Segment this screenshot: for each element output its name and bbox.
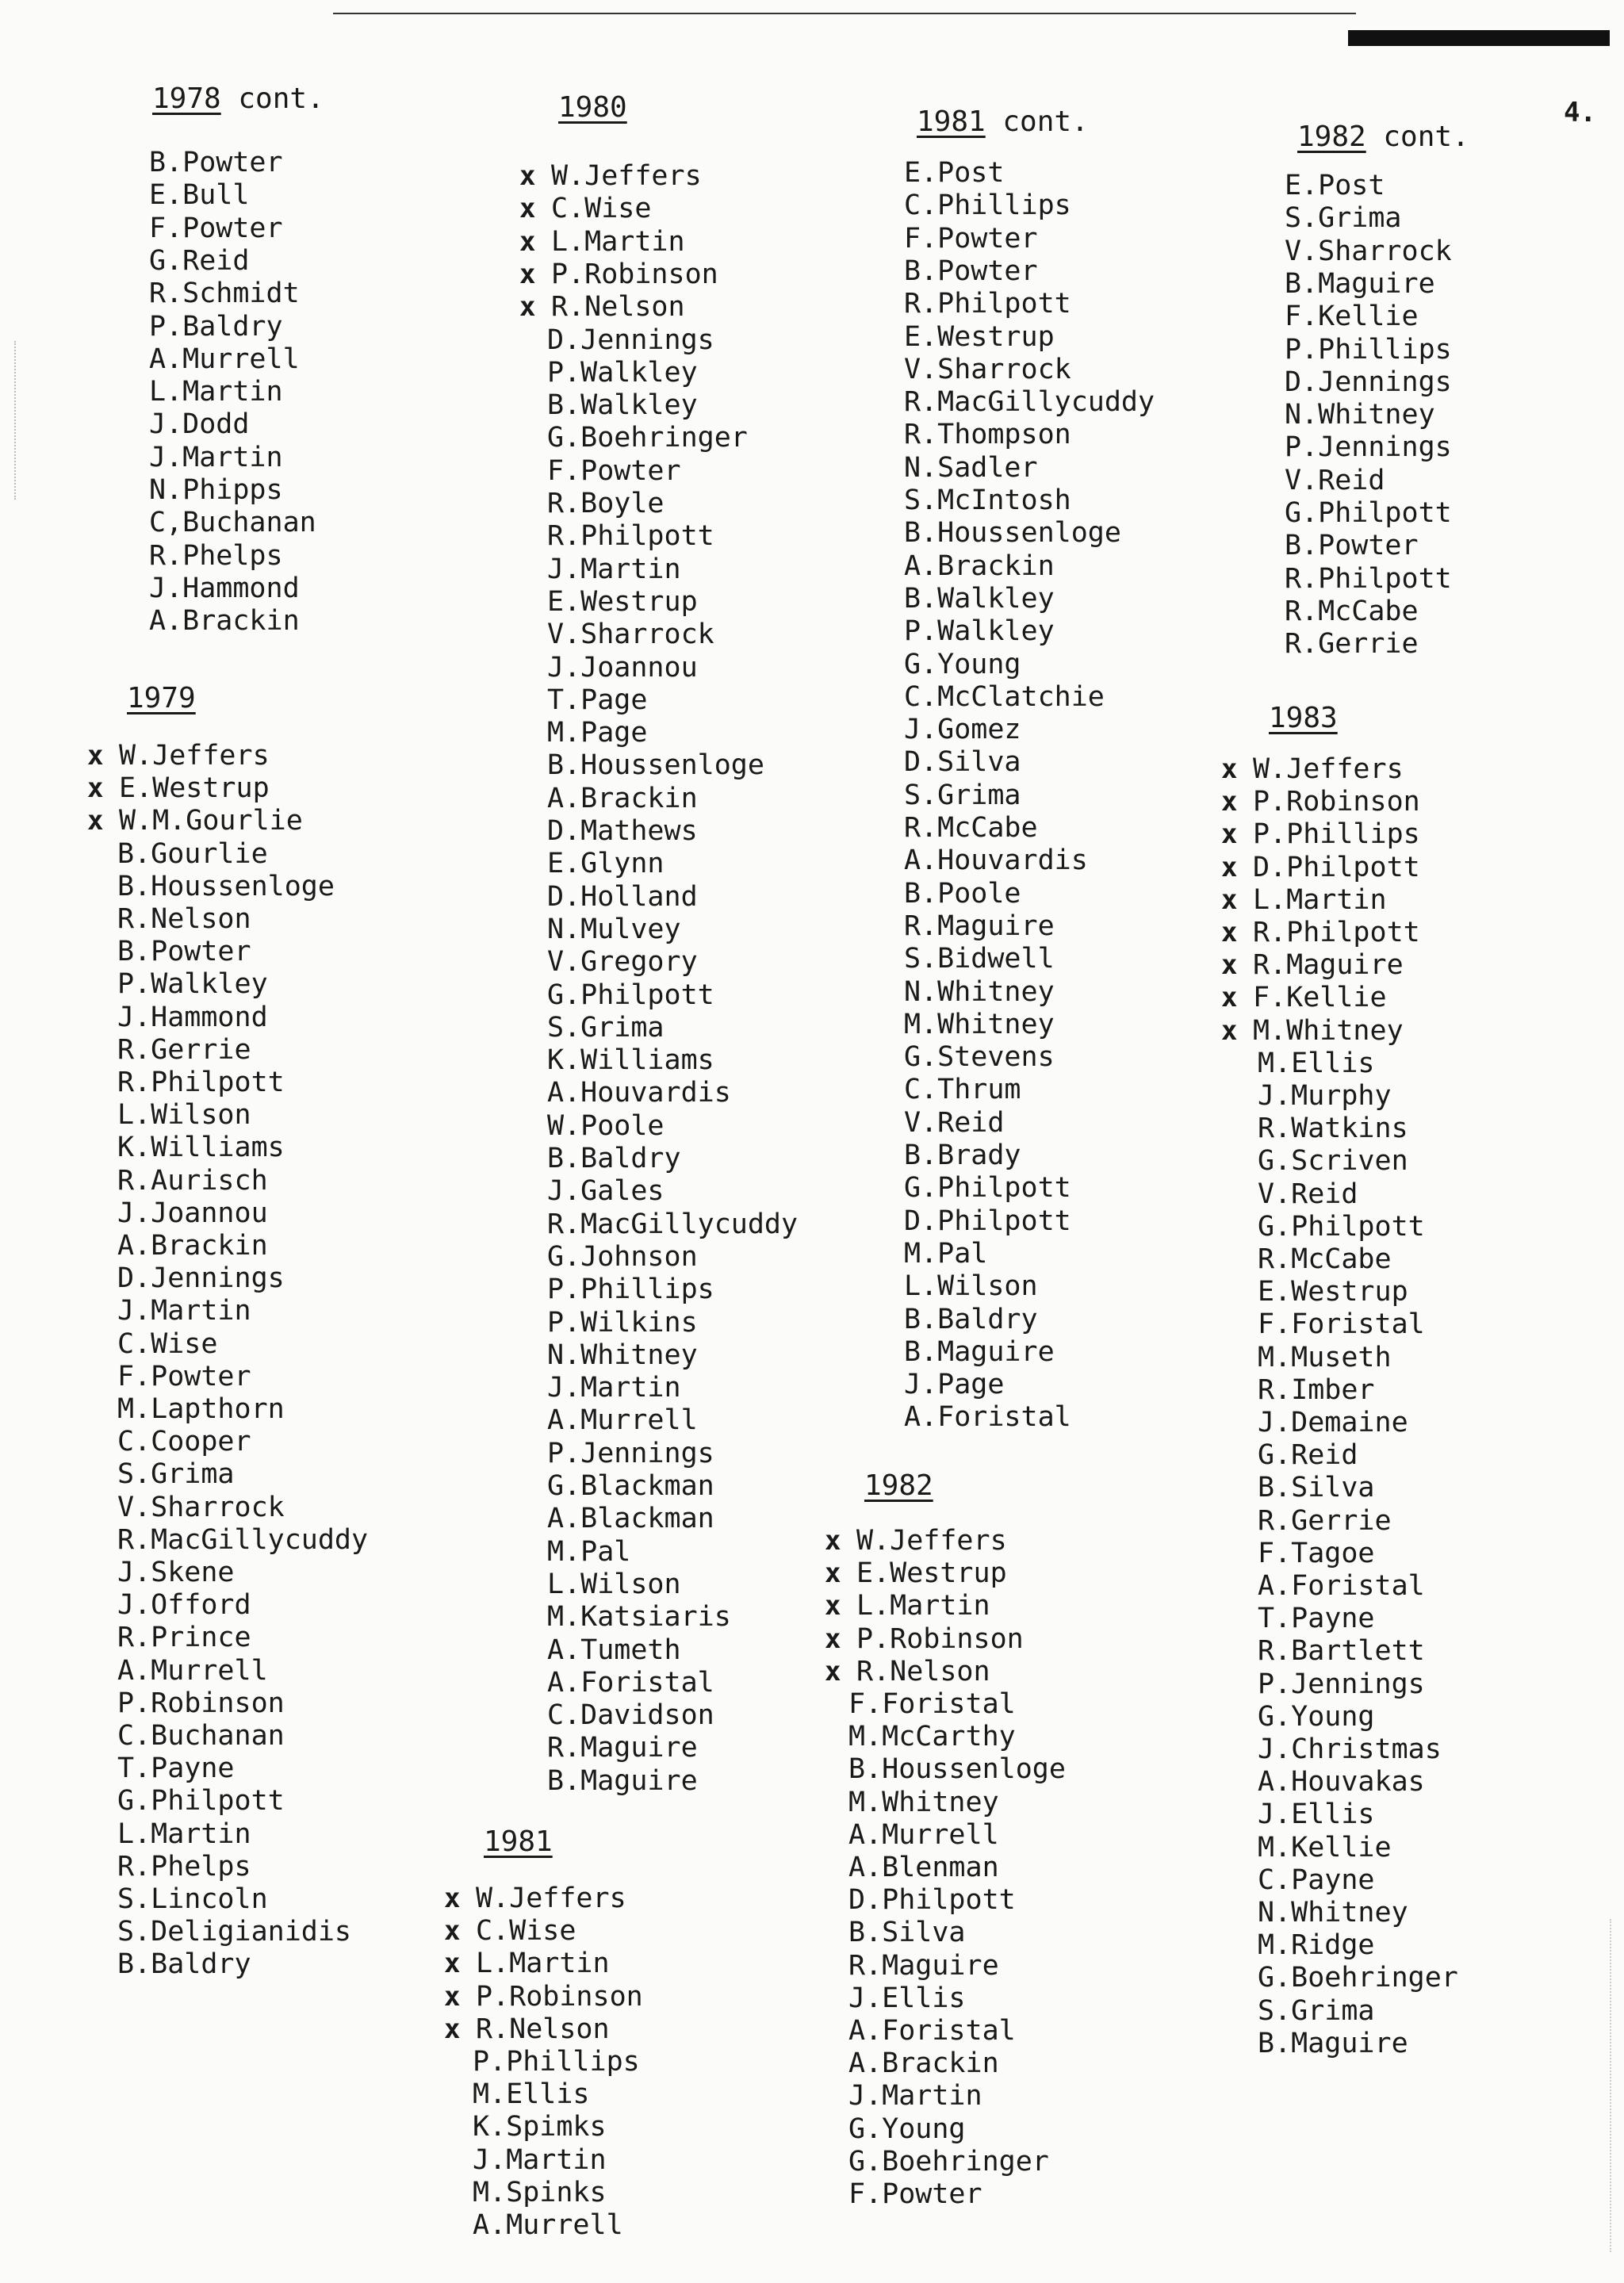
member-name: J.Martin (848, 2080, 982, 2113)
member-name: R.Philpott (547, 520, 714, 553)
member-name: B.Powter (149, 147, 283, 178)
x-mark: x (825, 1557, 841, 1590)
member-name: F.Powter (149, 212, 283, 244)
member-name: B.Maguire (547, 1764, 698, 1797)
x-mark: x (87, 772, 104, 805)
member-name: D.Philpott (904, 1205, 1071, 1237)
member-name: C.Wise (551, 193, 652, 225)
member-name: G.Young (1258, 1700, 1375, 1733)
member-name: R.MacGillycuddy (904, 386, 1155, 419)
x-mark: x (1221, 883, 1238, 916)
member-name: C.Davidson (547, 1699, 714, 1732)
member-name: J.Ellis (848, 1982, 966, 2014)
member-name: C.Phillips (904, 190, 1071, 222)
member-name: M.Museth (1258, 1341, 1392, 1373)
member-name: B.Baldry (547, 1143, 681, 1174)
member-name: M.Lapthorn (117, 1393, 285, 1425)
member-name: S.Grima (904, 779, 1021, 811)
member-name: J.Joannou (547, 651, 698, 684)
member-name: J.Page (904, 1369, 1005, 1401)
member-name: W.Poole (547, 1109, 665, 1142)
member-name: L.Wilson (547, 1568, 681, 1600)
member-name: R.Nelson (476, 2013, 610, 2045)
x-mark: x (444, 2013, 461, 2045)
member-name: B.Houssenloge (117, 870, 335, 902)
member-name: B.Powter (904, 255, 1038, 287)
member-name: F.Foristal (848, 1688, 1016, 1720)
member-name: L.Wilson (117, 1099, 251, 1132)
member-name: R.Maguire (1253, 949, 1404, 982)
member-name: J.Demaine (1258, 1407, 1408, 1438)
year-label: 1980 (558, 91, 627, 124)
member-name: T.Page (547, 684, 648, 716)
member-name: S.Lincoln (117, 1883, 268, 1915)
member-name: M.Pal (904, 1237, 988, 1270)
member-name: C.Buchanan (117, 1720, 285, 1752)
member-name: J.Murphy (1258, 1080, 1392, 1112)
member-name: J.Joannou (117, 1197, 268, 1229)
member-name: R.MacGillycuddy (117, 1523, 369, 1556)
year-heading (1297, 121, 1469, 153)
member-name: B.Baldry (117, 1948, 251, 1981)
member-name: C.Thrum (904, 1074, 1021, 1106)
margin-mark (14, 341, 17, 500)
member-name: B.Gourlie (117, 837, 268, 870)
member-name: G.Scriven (1258, 1145, 1408, 1178)
member-name: J.Martin (547, 553, 681, 585)
member-name: C,Buchanan (149, 507, 316, 539)
member-name: L.Martin (476, 1948, 610, 1980)
member-name: R.Prince (117, 1622, 251, 1654)
member-name: G.Philpott (547, 979, 714, 1011)
member-name: M.Spinks (473, 2176, 607, 2208)
member-name: M.Katsiaris (547, 1601, 731, 1634)
member-name: K.Spimks (473, 2111, 607, 2143)
member-name: P.Walkley (117, 968, 268, 1001)
year-heading (1269, 702, 1338, 734)
member-name: F.Powter (848, 2178, 982, 2210)
member-name: G.Young (904, 648, 1021, 680)
member-name: S.Deligianidis (117, 1916, 352, 1948)
member-name: D.Holland (547, 880, 698, 913)
member-name: E.Post (1285, 170, 1385, 201)
margin-mark (1610, 1919, 1613, 2252)
x-mark: x (444, 1915, 461, 1948)
member-name: F.Kellie (1253, 982, 1387, 1014)
member-name: V.Sharrock (1285, 235, 1452, 267)
member-name: V.Sharrock (904, 353, 1071, 385)
year-label: 1979 (127, 682, 196, 714)
year-heading (558, 91, 627, 124)
member-name: A.Blackman (547, 1503, 714, 1535)
member-name: R.Phelps (149, 539, 283, 572)
member-name: L.Martin (856, 1590, 990, 1622)
member-name: P.Robinson (856, 1622, 1024, 1655)
member-name: E.Glynn (547, 848, 665, 880)
year-heading (864, 1469, 933, 1502)
member-name: R.Philpott (1253, 917, 1420, 948)
member-name: G.Boehringer (547, 422, 748, 454)
member-name: E.Westrup (1258, 1276, 1408, 1308)
member-name: R.McCabe (1258, 1243, 1392, 1275)
member-name: B.Silva (848, 1917, 966, 1949)
member-name: C.McClatchie (904, 680, 1105, 713)
member-name: J.Gales (547, 1175, 665, 1208)
x-mark: x (1221, 917, 1238, 948)
member-name: J.Offord (117, 1589, 251, 1622)
member-name: B.Powter (117, 936, 251, 968)
member-name: R.MacGillycuddy (547, 1208, 799, 1240)
member-name: S.Grima (117, 1458, 235, 1491)
x-mark: x (519, 291, 536, 324)
year-heading (484, 1825, 553, 1858)
member-name: B.Maguire (1258, 2027, 1408, 2059)
member-name: S.Grima (547, 1011, 665, 1044)
x-mark: x (1221, 851, 1238, 883)
x-mark: x (519, 160, 536, 192)
member-name: B.Walkley (547, 389, 698, 422)
member-name: M.Ellis (473, 2078, 590, 2111)
member-name: P.Jennings (547, 1437, 714, 1469)
member-name: B.Maguire (904, 1335, 1055, 1368)
member-name: A.Brackin (117, 1230, 268, 1262)
member-name: P.Phillips (473, 2046, 640, 2078)
member-name: J.Hammond (117, 1001, 268, 1033)
member-name: A.Foristal (1258, 1570, 1425, 1602)
member-name: A.Brackin (904, 550, 1055, 582)
member-name: T.Payne (1258, 1603, 1375, 1635)
member-name: V.Gregory (547, 946, 698, 979)
x-mark: x (1221, 982, 1238, 1014)
member-name: R.Aurisch (117, 1164, 268, 1197)
member-name: J.Martin (149, 441, 283, 473)
member-name: R.Schmidt (149, 278, 300, 310)
member-name: P.Baldry (149, 310, 283, 343)
member-name: E.Westrup (856, 1557, 1007, 1590)
member-name: A.Murrell (547, 1404, 698, 1437)
member-name: G.Blackman (547, 1470, 714, 1502)
member-name: L.Martin (1253, 883, 1387, 916)
x-mark: x (444, 1980, 461, 2013)
member-name: D.Jennings (547, 324, 714, 356)
x-mark: x (519, 225, 536, 258)
member-name: R.Imber (1258, 1373, 1375, 1406)
x-mark: x (825, 1655, 841, 1687)
member-name: J.Ellis (1258, 1798, 1375, 1831)
year-heading (152, 82, 324, 115)
member-name: A.Foristal (848, 2015, 1016, 2047)
member-name: C.Payne (1258, 1864, 1375, 1896)
member-name: R.Watkins (1258, 1113, 1408, 1145)
member-name: W.M.Gourlie (119, 805, 303, 837)
member-name: C.Cooper (117, 1426, 251, 1458)
member-name: N.Whitney (1285, 399, 1435, 431)
x-mark: x (1221, 753, 1238, 785)
member-name: T.Payne (117, 1752, 235, 1785)
member-name: D.Mathews (547, 815, 698, 847)
member-name: R.Gerrie (117, 1033, 251, 1066)
member-name: A.Foristal (547, 1666, 714, 1699)
member-name: A.Brackin (848, 2047, 999, 2080)
x-mark: x (1221, 1014, 1238, 1047)
member-name: E.Westrup (904, 320, 1055, 353)
member-name: M.Whitney (904, 1008, 1055, 1040)
member-name: R.McCabe (1285, 595, 1419, 627)
x-mark: x (444, 1883, 461, 1914)
member-name: R.Nelson (856, 1655, 990, 1687)
top-bar (1348, 30, 1610, 46)
year-label: 1981 (484, 1825, 553, 1858)
member-name: G.Reid (149, 244, 250, 277)
member-name: D.Silva (904, 746, 1021, 779)
member-name: M.Whitney (848, 1786, 999, 1818)
x-mark: x (825, 1622, 841, 1655)
member-name: G.Philpott (117, 1785, 285, 1818)
x-mark: x (1221, 949, 1238, 982)
member-name: B.Maguire (1285, 267, 1435, 300)
member-name: A.Houvardis (904, 845, 1088, 877)
member-name: P.Robinson (117, 1687, 285, 1719)
member-name: S.Grima (1258, 1994, 1375, 2027)
member-name: V.Sharrock (117, 1491, 285, 1523)
member-name: V.Reid (1285, 464, 1385, 496)
member-name: M.Page (547, 717, 648, 749)
member-name: J.Christmas (1258, 1733, 1442, 1765)
member-name: P.Robinson (1253, 786, 1420, 818)
member-name: B.Silva (1258, 1472, 1375, 1504)
member-name: M.Pal (547, 1535, 631, 1568)
member-name: G.Philpott (1285, 497, 1452, 529)
member-name: P.Phillips (1253, 818, 1420, 851)
page-number: 4. (1564, 97, 1596, 128)
member-name: R.Nelson (117, 903, 251, 935)
member-name: J.Martin (473, 2143, 607, 2176)
member-name: B.Walkley (904, 582, 1055, 615)
year-label: 1978 (152, 82, 221, 115)
member-name: R.Philpott (904, 288, 1071, 320)
continued-label: cont. (220, 82, 324, 115)
member-name: M.Kellie (1258, 1831, 1392, 1864)
member-name: P.Jennings (1285, 431, 1452, 464)
member-name: D.Jennings (1285, 366, 1452, 398)
member-name: E.Westrup (119, 772, 270, 805)
member-name: R.Gerrie (1285, 628, 1419, 661)
x-mark: x (519, 193, 536, 225)
member-name: J.Gomez (904, 714, 1021, 746)
member-name: F.Kellie (1285, 301, 1419, 333)
member-name: N.Whitney (1258, 1897, 1408, 1929)
member-name: A.Brackin (547, 782, 698, 814)
member-name: R.Philpott (1285, 562, 1452, 595)
member-name: A.Tumeth (547, 1634, 681, 1666)
member-name: A.Brackin (149, 605, 300, 638)
member-name: J.Hammond (149, 572, 300, 604)
year-heading (127, 682, 196, 714)
member-name: R.Bartlett (1258, 1635, 1425, 1668)
member-name: J.Dodd (149, 408, 250, 441)
year-label: 1982 (864, 1469, 933, 1502)
member-name: R.Phelps (117, 1850, 251, 1883)
member-name: G.Johnson (547, 1240, 698, 1273)
member-name: D.Philpott (1253, 851, 1420, 883)
member-name: G.Philpott (904, 1172, 1071, 1205)
member-name: A.Murrell (117, 1654, 268, 1687)
member-name: M.McCarthy (848, 1721, 1016, 1753)
member-name: J.Martin (117, 1295, 251, 1327)
member-name: G.Boehringer (1258, 1962, 1458, 1994)
member-name: W.Jeffers (1253, 753, 1404, 785)
member-name: R.Maguire (547, 1732, 698, 1764)
member-name: V.Reid (904, 1106, 1005, 1139)
x-mark: x (87, 805, 104, 837)
member-name: K.Williams (117, 1132, 285, 1164)
x-mark: x (444, 1948, 461, 1980)
member-name: S.McIntosh (904, 485, 1071, 516)
member-name: P.Robinson (551, 258, 718, 290)
member-name: R.Boyle (547, 488, 665, 519)
x-mark: x (825, 1590, 841, 1622)
member-name: L.Martin (149, 376, 283, 408)
member-name: A.Murrell (473, 2209, 623, 2241)
member-name: E.Bull (149, 179, 250, 212)
member-name: M.Whitney (1253, 1014, 1404, 1047)
member-name: N.Mulvey (547, 913, 681, 945)
continued-label: cont. (1365, 121, 1469, 153)
member-name: L.Martin (117, 1818, 251, 1850)
member-name: B.Baldry (904, 1303, 1038, 1335)
member-name: A.Houvakas (1258, 1766, 1425, 1798)
member-name: P.Phillips (547, 1274, 714, 1306)
member-name: M.Ridge (1258, 1929, 1375, 1962)
member-name: P.Robinson (476, 1980, 643, 2013)
x-mark: x (87, 740, 104, 772)
member-name: R.Thompson (904, 419, 1071, 451)
member-name: J.Martin (547, 1372, 681, 1404)
member-name: P.Walkley (547, 356, 698, 389)
member-name: C.Wise (117, 1327, 218, 1360)
member-name: G.Reid (1258, 1439, 1358, 1472)
member-name: L.Martin (551, 225, 685, 258)
member-name: G.Philpott (1258, 1210, 1425, 1243)
member-name: W.Jeffers (856, 1525, 1007, 1557)
member-name: N.Phipps (149, 474, 283, 506)
member-name: P.Phillips (1285, 333, 1452, 366)
member-name: N.Whitney (547, 1339, 698, 1371)
member-name: F.Powter (904, 222, 1038, 255)
member-name: B.Houssenloge (904, 517, 1121, 550)
member-name: B.Houssenloge (547, 749, 764, 782)
x-mark: x (1221, 818, 1238, 851)
member-name: W.Jeffers (119, 740, 270, 772)
member-name: F.Powter (117, 1360, 251, 1392)
member-name: V.Sharrock (547, 619, 714, 651)
year-heading (917, 105, 1089, 138)
member-name: F.Tagoe (1258, 1537, 1375, 1569)
member-name: R.Philpott (117, 1067, 285, 1098)
member-name: P.Jennings (1258, 1668, 1425, 1700)
year-label: 1983 (1269, 702, 1338, 734)
member-name: A.Blenman (848, 1852, 999, 1883)
member-name: N.Whitney (904, 975, 1055, 1008)
x-mark: x (1221, 786, 1238, 818)
member-name: C.Wise (476, 1915, 576, 1948)
member-name: A.Murrell (848, 1818, 999, 1851)
year-label: 1982 (1297, 121, 1366, 153)
member-name: B.Houssenloge (848, 1753, 1066, 1786)
member-name: R.Gerrie (1258, 1504, 1392, 1537)
member-name: E.Post (904, 157, 1005, 189)
top-rule (333, 13, 1356, 14)
member-name: N.Sadler (904, 451, 1038, 484)
member-name: K.Williams (547, 1044, 714, 1077)
member-name: B.Poole (904, 877, 1021, 910)
member-name: P.Walkley (904, 615, 1055, 648)
member-name: W.Jeffers (551, 160, 702, 192)
member-name: R.Nelson (551, 291, 685, 324)
member-name: B.Brady (904, 1140, 1021, 1171)
member-name: D.Jennings (117, 1262, 285, 1295)
member-name: R.McCabe (904, 812, 1038, 844)
continued-label: cont. (985, 105, 1089, 138)
member-name: A.Houvardis (547, 1077, 731, 1109)
member-name: B.Powter (1285, 530, 1419, 562)
member-name: G.Boehringer (848, 2145, 1049, 2178)
year-label: 1981 (917, 105, 986, 138)
member-name: A.Murrell (149, 343, 300, 375)
member-name: E.Westrup (547, 585, 698, 618)
member-name: A.Foristal (904, 1401, 1071, 1434)
member-name: G.Stevens (904, 1041, 1055, 1074)
member-name: J.Skene (117, 1557, 235, 1588)
member-name: S.Grima (1285, 202, 1402, 235)
member-name: R.Maguire (848, 1949, 999, 1982)
x-mark: x (519, 258, 536, 290)
member-name: G.Young (848, 2113, 966, 2145)
member-name: P.Wilkins (547, 1306, 698, 1339)
member-name: L.Wilson (904, 1270, 1038, 1303)
member-name: D.Philpott (848, 1884, 1016, 1917)
member-name: M.Ellis (1258, 1047, 1375, 1079)
member-name: S.Bidwell (904, 943, 1055, 975)
member-name: F.Powter (547, 454, 681, 487)
member-name: F.Foristal (1258, 1308, 1425, 1341)
member-name: R.Maguire (904, 910, 1055, 942)
member-name: W.Jeffers (476, 1883, 626, 1914)
member-name: V.Reid (1258, 1178, 1358, 1210)
x-mark: x (825, 1525, 841, 1557)
